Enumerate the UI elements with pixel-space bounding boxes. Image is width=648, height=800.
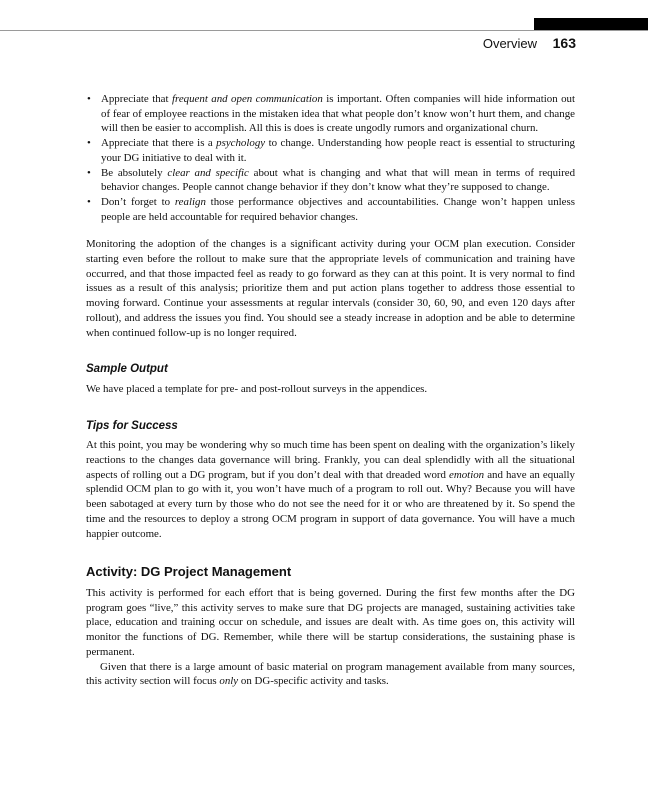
running-header <box>483 35 576 51</box>
bullet-emphasis: psychology <box>216 137 266 150</box>
activity-text: Given that there is a large amount of basic material on program management available from many sources, this activity section will focus <box>86 660 575 688</box>
activity-emphasis: only <box>219 675 239 688</box>
tips-text: At this point, you may be wondering why so much time has been spent on dealing with the organization’s likely reactions to the changes data governance will bring. Frankly, you can deal splendidly with all the situational aspects of rolling out a DG program, but if you don’t deal with that dreaded word <box>86 439 575 481</box>
activity-text: on DG-specific activity and tasks. <box>238 675 389 688</box>
page-body <box>86 92 575 689</box>
activity-heading: Activity: DG Project Management <box>86 564 292 580</box>
sample-output-heading: Sample Output <box>86 363 168 376</box>
bullet-text: Don’t forget to <box>101 195 175 208</box>
bullet-text: about what is changing and what that will mean in terms of required behavior changes. People cannot change behavior if they don’t know what they’re supposed to change. <box>101 166 576 194</box>
activity-paragraph-1: This activity is performed for each effort that is being governed. During the first few months after the DG program goes “live,” this activity serves to make sure that DG projects are managed, sustaining activities take place, education and training occur on schedule, and issues are dealt with. As time goes on, this activity will monitor the functions of DG. Remember, while there will be startup considerations, the sustaining phase is permanent. <box>86 586 575 658</box>
bullet-emphasis: clear and specific <box>167 166 249 179</box>
tips-text: and have an equally splendid OCM plan to go with it, you won’t have much of a program to roll out. Why? Because you will have been sabotaged at every turn by those who do not see the need for it or who are threatened by it. So spend the time and the resources to deploy a strong OCM program in support of data governance. You will have a much happier outcome. <box>86 468 575 540</box>
bullet-text: those performance objectives and accountabilities. Change won’t happen unless people are held accountable for required behavior changes. <box>101 195 575 223</box>
bullet-text: Appreciate that <box>101 93 172 105</box>
section-title: Overview <box>482 36 538 51</box>
sample-output-text: We have placed a template for pre- and post-rollout surveys in the appendices. <box>86 382 428 395</box>
monitoring-paragraph: Monitoring the adoption of the changes is a significant activity during your OCM plan execution. Consider starting even before the rollout to make sure that the appropriate levels of communication and training have occurred, and that those impacted feel as ready to go forward as they can at this point. It is very normal to find issues as a result of this analysis; prioritize them and put action plans together to address those essential to moving forward. Continue your assessments at regular intervals (consider 30, 60, 90, and even 120 days after rollout), and address the issues you find. You should see a steady increase in adoption and be able to determine when continued follow-up is no longer required. <box>86 238 575 339</box>
header-black-bar <box>534 18 648 30</box>
bullet-item <box>86 195 575 224</box>
bullet-emphasis: frequent and open communication <box>171 93 323 105</box>
tips-paragraph <box>86 438 575 541</box>
bullet-item <box>86 92 575 136</box>
bullet-item <box>86 136 575 165</box>
tips-heading: Tips for Success <box>86 419 178 432</box>
bullet-text: to change. Understanding how people react is essential to structuring your DG initiative to deal with it. <box>101 137 575 164</box>
bullet-text: Appreciate that there is a <box>101 137 217 150</box>
bullet-text: is important. Often companies will hide information out of fear of employee reactions in the mistaken idea that what people don’t know won’t hurt them, and change will then be easier to accomplish. All this is does is create ungodly rumors and organizational churn. <box>101 93 575 135</box>
header-rule <box>0 30 648 31</box>
bullet-emphasis: realign <box>174 195 206 208</box>
bullet-text: Be absolutely <box>101 166 168 179</box>
activity-paragraph-2 <box>86 660 575 689</box>
tips-emphasis: emotion <box>449 468 485 481</box>
bullet-item <box>86 166 575 195</box>
page-number: 163 <box>552 35 576 51</box>
bullet-list <box>86 92 575 224</box>
